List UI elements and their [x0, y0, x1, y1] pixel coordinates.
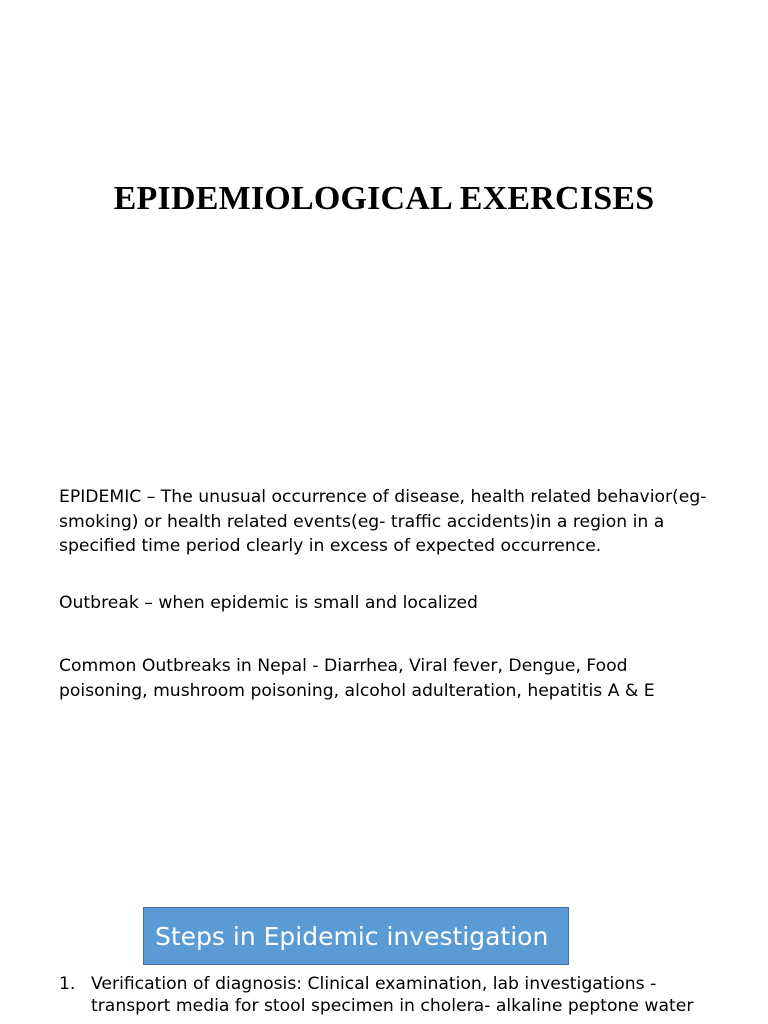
steps-list [59, 973, 719, 1017]
list-item-text: Verification of diagnosis: Clinical examination, lab investigations - transport media for stool specimen in cholera- alkaline peptone water [91, 974, 694, 1016]
outbreak-definition: Outbreak – when epidemic is small and localized [59, 593, 478, 613]
list-item [59, 973, 719, 1017]
epidemic-definition: EPIDEMIC – The unusual occurrence of disease, health related behavior(eg-smoking) or health related events(eg- traffic accidents)in a region in a specified time period clearly in excess of expected occurrence. [59, 487, 707, 556]
common-outbreaks-nepal: Common Outbreaks in Nepal - Diarrhea, Viral fever, Dengue, Food poisoning, mushroom poisoning, alcohol adulteration, hepatitis A & E [59, 656, 655, 701]
page-title: EPIDEMIOLOGICAL EXERCISES [113, 180, 655, 217]
list-item-number: 1. [59, 974, 76, 994]
steps-heading-box: Steps in Epidemic investigation [143, 907, 569, 965]
